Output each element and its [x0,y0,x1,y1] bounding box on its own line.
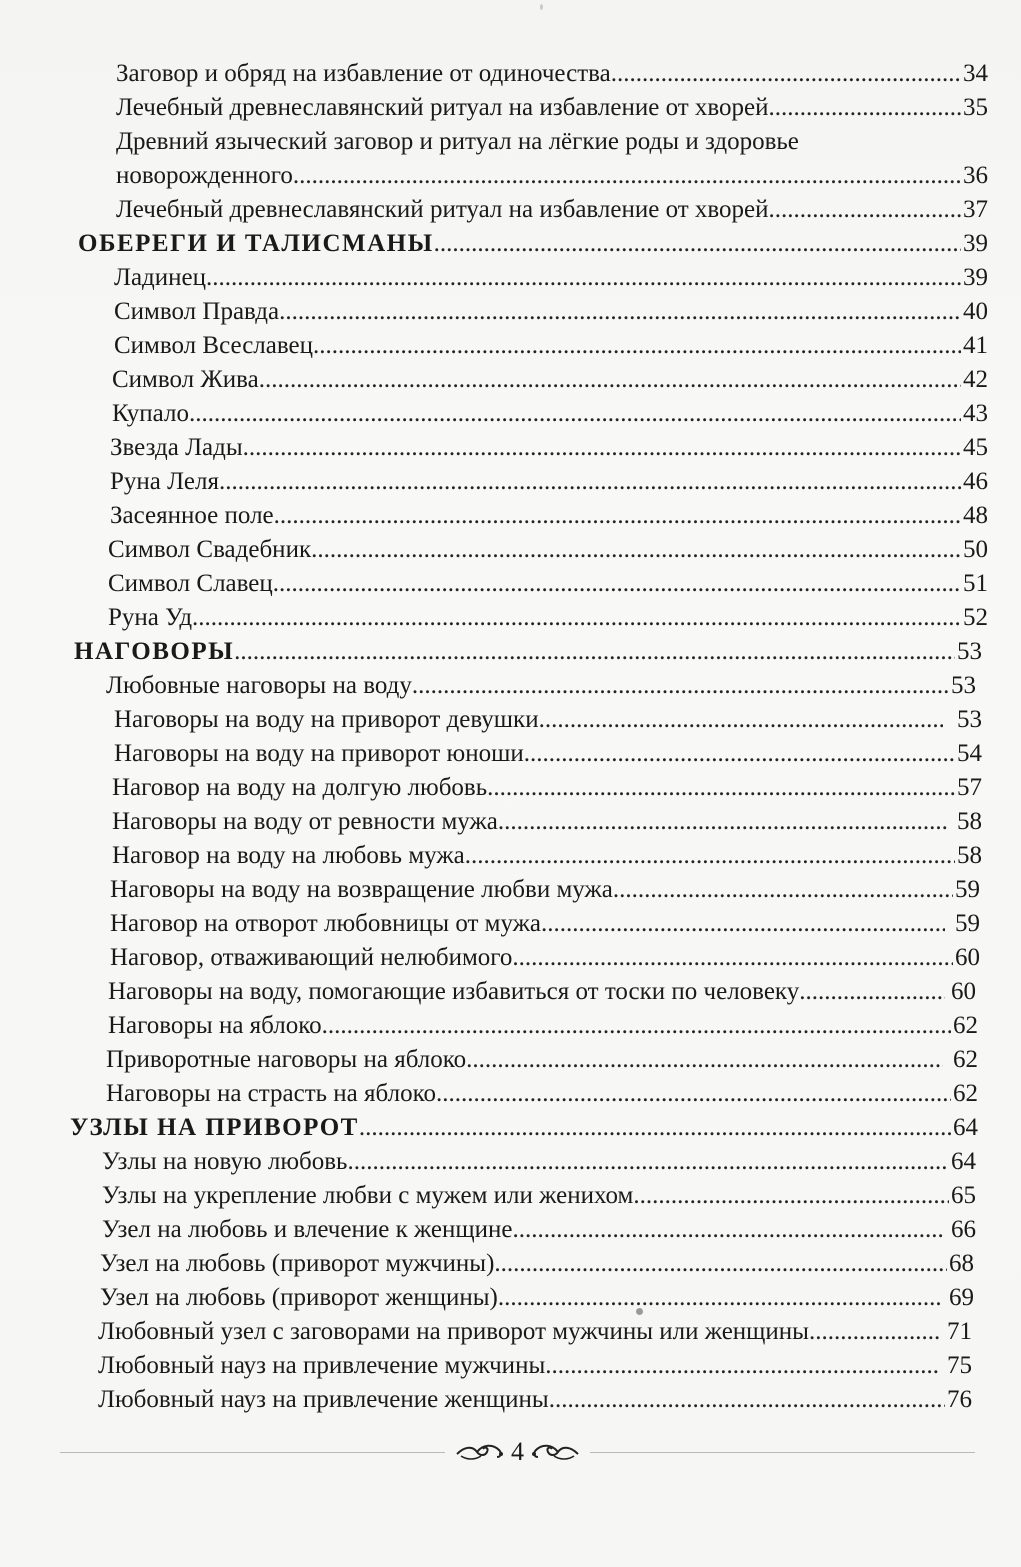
toc-entry-title: новорожденного [116,162,293,189]
toc-leader-dots [234,638,955,666]
toc-entry-title: Любовные наговоры на воду [106,672,412,699]
toc-entry-page: 41 [963,332,988,359]
toc-entry-page: 64 [951,1148,976,1175]
toc-entry-page: 65 [951,1182,976,1209]
toc-section [70,1112,978,1142]
toc-entry-title: Узлы на новую любовь [102,1148,348,1175]
toc-leader-dots [769,196,961,224]
toc-entry [108,1010,978,1040]
toc-entry-title: Символ Свадебник [108,536,312,563]
toc-leader-dots [434,230,961,258]
toc-entry-title: Купало [112,400,189,427]
toc-entry-title: Наговоры на страсть на яблоко [106,1080,436,1107]
toc-entry [108,568,988,598]
toc-entry-page: 62 [953,1012,978,1039]
toc-entry-page: 52 [963,604,988,631]
toc-entry [98,1384,972,1414]
flourish-left-icon [455,1442,505,1462]
toc-entry [110,466,988,496]
toc-entry-page: 76 [947,1386,972,1413]
toc-entry-page: 35 [963,94,988,121]
toc-entry [114,296,988,326]
toc-entry-page: 69 [949,1284,974,1311]
toc-entry-page: 68 [949,1250,974,1277]
toc-entry-page: 48 [963,502,988,529]
toc-leader-dots [498,808,947,836]
toc-leader-dots [809,1318,941,1346]
toc-section-title: НАГОВОРЫ [74,638,235,665]
toc-entry [116,58,988,88]
toc-entry-title: Приворотные наговоры на яблоко [106,1046,467,1073]
toc-entry-page: 53 [951,672,976,699]
toc-entry-title: Наговоры на воду на возвращение любви мужа [110,876,613,903]
flourish-right-icon [530,1442,580,1462]
toc-entry [110,908,980,938]
toc-entry-title: Наговоры на воду на приворот девушки [114,706,539,733]
toc-entry-title: Символ Всеславец [114,332,313,359]
toc-leader-dots [189,400,961,428]
toc-leader-dots [539,706,943,734]
toc-leader-dots [436,1080,951,1108]
toc-entry-title: Звезда Лады [110,434,243,461]
toc-leader-dots [192,604,961,632]
toc-entry-title: Руна Леля [110,468,219,495]
toc-entry [116,92,988,122]
toc-leader-dots [273,570,961,598]
toc-entry-title: Символ Правда [114,298,280,325]
toc-entry-title: Наговор на воду на любовь мужа [112,842,465,869]
toc-entry-page: 57 [957,774,982,801]
toc-entry [108,602,988,632]
toc-leader-dots [347,1148,949,1176]
toc-entry-title: Лечебный древнеславянский ритуал на избавление от хворей [116,94,769,121]
toc-entry-title: Засеянное поле [110,502,274,529]
toc-entry-title: Наговор, отваживающий нелюбимого [110,944,513,971]
toc-entry [112,398,988,428]
toc-entry-page: 58 [957,808,982,835]
toc-entry [116,126,988,156]
toc-leader-dots [545,1352,939,1380]
toc-leader-dots [274,502,961,530]
toc-entry [114,738,982,768]
toc-entry-title: Лечебный древнеславянский ритуал на избавление от хворей [116,196,769,223]
toc-entry-page: 66 [951,1216,976,1243]
page-number: 4 [511,1437,524,1466]
toc-entry-page: 51 [963,570,988,597]
toc-entry-page: 37 [963,196,988,223]
toc-leader-dots [611,60,961,88]
toc-entry [112,364,988,394]
toc-entry-page: 46 [963,468,988,495]
toc-entry-title: Любовный науз на привлечение мужчины [98,1352,546,1379]
toc-entry-page: 50 [963,536,988,563]
toc-entry-title: Наговоры на яблоко [108,1012,322,1039]
toc-entry [112,772,982,802]
toc-leader-dots [313,332,961,360]
toc-entry-title: Любовный узел с заговорами на приворот мужчины или женщины [98,1318,809,1345]
toc-entry-title: Древний языческий заговор и ритуал на лёгкие роды и здоровье [116,128,799,155]
toc-section-title: ОБЕРЕГИ И ТАЛИСМАНЫ [78,230,434,257]
toc-leader-dots [243,434,961,462]
toc-entry [112,840,982,870]
toc-entry [110,432,988,462]
toc-entry-title: Заговор и обряд на избавление от одиночества [116,60,611,87]
toc-entry-page: 58 [957,842,982,869]
toc-entry-page: 59 [955,876,980,903]
page-footer [60,1436,975,1468]
toc-entry-page: 54 [957,740,982,767]
toc-entry [110,874,980,904]
toc-leader-dots [279,298,961,326]
toc-entry-title: Наговор на отворот любовницы от мужа [110,910,542,937]
toc-entry-title: Руна Уд [108,604,193,631]
toc-leader-dots [494,1250,947,1278]
toc-leader-dots [769,94,961,122]
toc-leader-dots [613,876,953,904]
toc-entry-title: Наговоры на воду от ревности мужа [112,808,498,835]
toc-entry-page: 62 [953,1080,978,1107]
toc-leader-dots [322,1012,951,1040]
toc-entry-page: 39 [963,264,988,291]
toc-leader-dots [549,1386,945,1414]
toc-entry [98,1316,972,1346]
toc-entry-title: Узел на любовь (приворот мужчины) [100,1250,495,1277]
toc-leader-dots [799,978,945,1006]
toc-entry [110,942,980,972]
toc-entry [106,1078,978,1108]
toc-entry-continuation [116,160,988,190]
footer-folio [445,1437,590,1467]
toc-entry-title: Любовный науз на привлечение женщины [98,1386,549,1413]
toc-entry-title: Символ Жива [112,366,259,393]
toc-entry [102,1214,976,1244]
toc-entry-title: Символ Славец [108,570,273,597]
toc-entry [110,500,988,530]
toc-section-page: 64 [953,1114,978,1141]
footer-rule-right [590,1452,975,1453]
toc-leader-dots [633,1182,949,1210]
toc-entry [102,1146,976,1176]
toc-leader-dots [524,740,955,768]
toc-leader-dots [412,672,949,700]
toc-leader-dots [487,774,955,802]
toc-entry [106,670,976,700]
toc-entry [116,194,988,224]
toc-entry-page: 75 [947,1352,972,1379]
toc-entry [114,262,988,292]
toc-leader-dots [259,366,961,394]
toc-leader-dots [512,944,953,972]
toc-entry [108,976,976,1006]
toc-section [74,636,982,666]
footer-rule-left [60,1452,445,1453]
toc-entry-page: 43 [963,400,988,427]
toc-entry-page: 34 [963,60,988,87]
toc-leader-dots [206,264,961,292]
toc-entry-page: 40 [963,298,988,325]
toc-entry-title: Наговоры на воду, помогающие избавиться от тоски по человеку [108,978,800,1005]
toc-entry-title: Узлы на укрепление любви с мужем или женихом [102,1182,634,1209]
toc-entry [114,704,982,734]
toc-entry-title: Наговор на воду на долгую любовь [112,774,488,801]
toc-leader-dots [311,536,961,564]
toc-entry [100,1248,974,1278]
toc-entry-page: 53 [957,706,982,733]
paper-speck [540,4,543,10]
toc-leader-dots [219,468,961,496]
toc-section-title: УЗЛЫ НА ПРИВОРОТ [70,1114,359,1141]
toc-entry [112,806,982,836]
toc-entry-title: Наговоры на воду на приворот юноши [114,740,524,767]
toc-entry-page: 45 [963,434,988,461]
toc-leader-dots [359,1114,951,1142]
toc-entry-title: Узел на любовь и влечение к женщине [102,1216,513,1243]
toc-entry [108,534,988,564]
toc-section-page: 53 [957,638,982,665]
toc-entry-page: 60 [951,978,976,1005]
toc-entry [100,1282,974,1312]
toc-entry-page: 71 [947,1318,972,1345]
toc-entry [106,1044,978,1074]
toc-leader-dots [466,1046,943,1074]
toc-leader-dots [498,1284,941,1312]
toc-section [78,228,988,258]
toc-entry-page: 59 [955,910,980,937]
toc-entry-page: 60 [955,944,980,971]
toc-entry-title: Ладинец [114,264,207,291]
toc-entry-page: 62 [953,1046,978,1073]
toc-leader-dots [293,162,961,190]
toc-entry-title: Узел на любовь (приворот женщины) [100,1284,498,1311]
toc-entry-page: 36 [963,162,988,189]
toc-entry-page: 42 [963,366,988,393]
toc-leader-dots [513,1216,944,1244]
toc-entry [114,330,988,360]
toc-entry [102,1180,976,1210]
toc-entry [98,1350,972,1380]
toc-leader-dots [541,910,945,938]
toc-section-page: 39 [963,230,988,257]
paper-speck [636,1308,643,1315]
toc-leader-dots [465,842,955,870]
